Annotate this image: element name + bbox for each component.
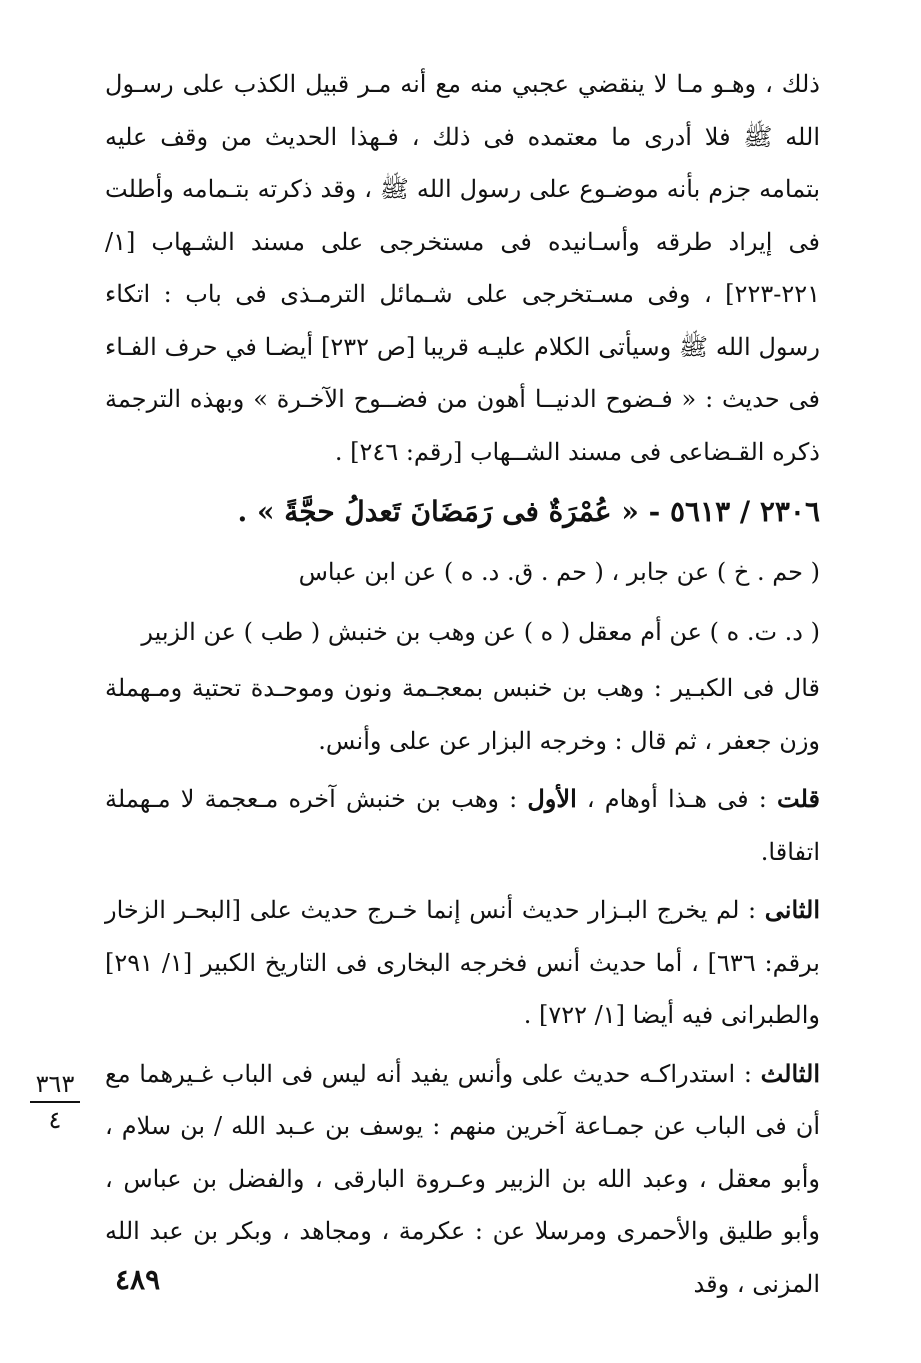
label-qult: قلت — [777, 784, 821, 813]
qult-text: : فى هـذا أوهام ، — [576, 785, 778, 813]
hadith-sources-line-1: ( حم . خ ) عن جابر ، ( حم . ق. د. ه ) عن ابن عباس — [298, 558, 820, 586]
margin-volume-reference — [26, 1070, 84, 1134]
hadith-sources-line-2: ( د. ت. ه ) عن أم معقل ( ه ) عن وهب بن خنبش ( طب ) عن الزبير — [141, 618, 820, 646]
margin-ref-page: ٣٦٣ — [35, 1070, 75, 1098]
first-text: : وهب بن خنبش آخره مـعجمة لا مـهملة اتفاقا. — [105, 785, 820, 866]
margin-ref-divider — [30, 1101, 80, 1103]
margin-ref-volume: ٤ — [48, 1106, 62, 1134]
paragraph-kabir-quote: قال فى الكبـير : وهب بن خنبس بمعجـمة ونون وموحـدة تحتية ومـهملة وزن جعفر ، ثم قال : وخرجه البزار عن على وأنس. — [105, 674, 820, 755]
page-number: ٤٨٩ — [115, 1263, 161, 1296]
label-second: الثانى — [764, 895, 820, 924]
hadith-heading: ٢٣٠٦ / ٥٦١٣ - « عُمْرَةٌ فى رَمَضَانَ تَعدلُ حجَّةً » . — [237, 495, 820, 528]
paragraph-second — [105, 884, 820, 1042]
second-text: : لم يخرج البـزار حديث أنس إنما خـرج حديث على [البحـر الزخار برقم: ٦٣٦] ، أما حديث أنس فخرجه البخارى فى التاريخ الكبير [١/ ٢٩١] والطبرانى فيه أيضا [١/ ٧٢٢] . — [105, 896, 820, 1029]
paragraph-qult — [105, 773, 820, 878]
label-first: الأول — [527, 784, 577, 813]
label-third: الثالث — [760, 1058, 820, 1088]
third-text: : استدراكـه حديث على وأنس يفيد أنه ليس فى الباب غـيرهما مع أن فى الباب عن جمـاعة آخرين منهم : يوسف بن عـبد الله / بن سلام ، وأبو معقل ، وعبد الله بن الزبير وعـروة البارقى ، والفضل بن عباس ، وأبو طليق والأحمرى ومرسلا عن : عكرمة ، ومجاهد ، وبكر بن عبد الله المزنى ، وقد — [105, 1059, 820, 1298]
page-body — [105, 58, 820, 1316]
paragraph-third — [105, 1048, 820, 1311]
paragraph-commentary-1: ذلك ، وهـو مـا لا ينقضي عجبي منه مع أنه مـر قبيل الكذب على رسـول الله ﷺ فلا أدرى ما معتمده فى ذلك ، فـهذا الحديث من وقف عليه بتمامه جزم بأنه موضـوع على رسول الله ﷺ ، وقد ذكرته بتـمامه وأطلت فى إيراد طرقه وأسـانيده فى مستخرجى على مسند الشـهاب [١/ ٢٢١-٢٢٣] ، وفى مسـتخرجى على شـمائل الترمـذى فى باب : اتكاء رسول الله ﷺ وسيأتى الكلام عليـه قريبا [ص ٢٣٢] أيضـا في حرف الفـاء فى حديث : « فـضوح الدنيــا أهون من فضــوح الآخـرة » وبهذه الترجمة ذكره القـضاعى فى مسند الشــهاب [رقم: ٢٤٦] . — [105, 70, 820, 466]
